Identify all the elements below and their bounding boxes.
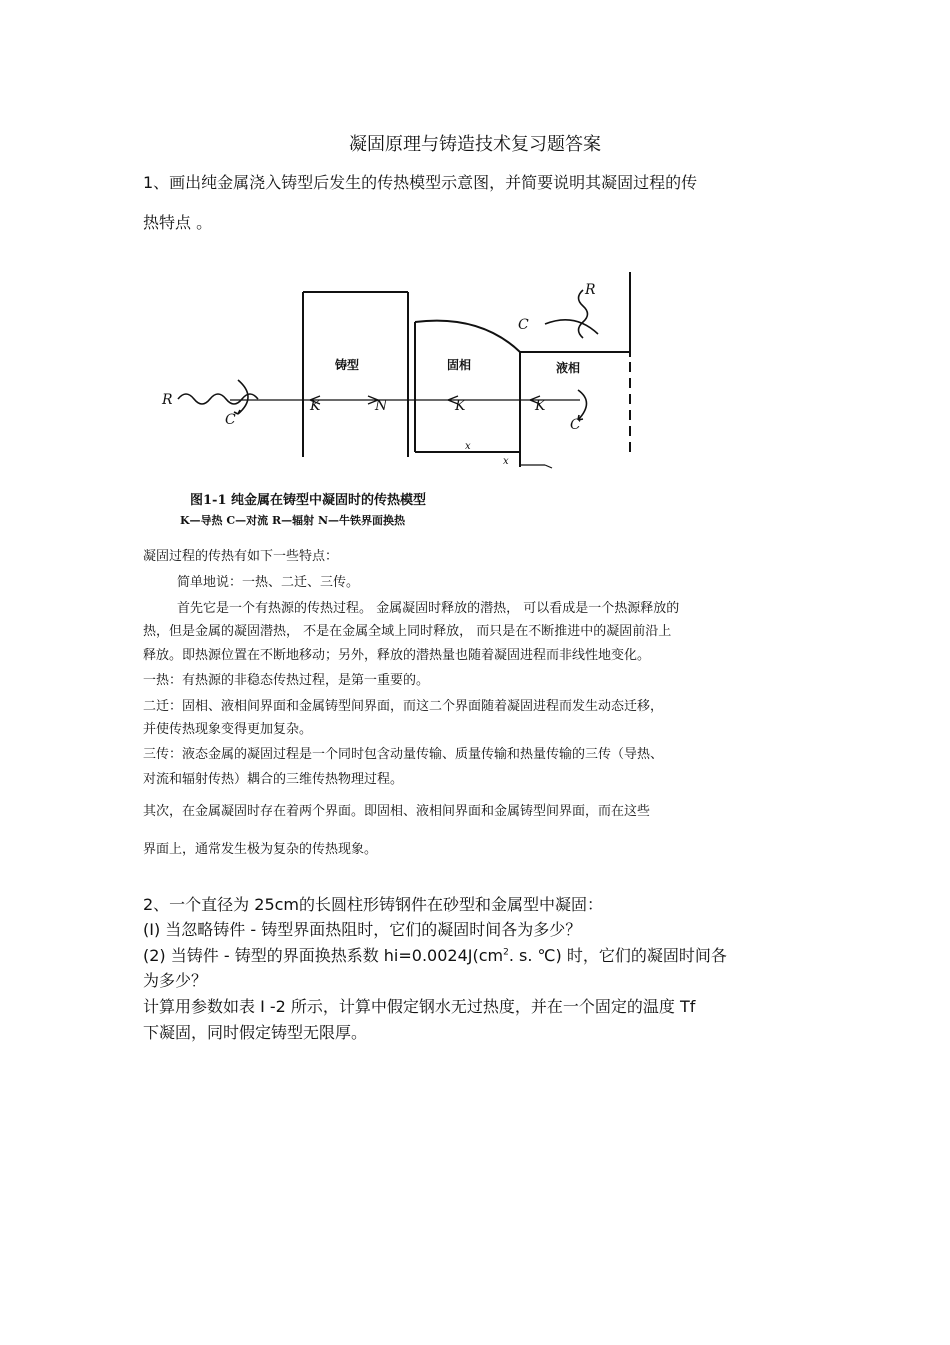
answer-erqian-line-1: 二迁：固相、液相间界面和金属铸型间界面，而这二个界面随着凝固进程而发生动态迁移， bbox=[143, 699, 664, 714]
label-N: N bbox=[375, 398, 388, 414]
radiation-wave-left bbox=[178, 394, 258, 404]
answer-p1-line-3: 释放。即热源位置在不断地移动；另外，释放的潜热量也随着凝固进程而非线性地变化。 bbox=[143, 648, 651, 663]
label-K-mold: K bbox=[310, 398, 321, 414]
answer-yire: 一热：有热源的非稳态传热过程，是第一重要的。 bbox=[143, 673, 430, 688]
answer-intro: 凝固过程的传热有如下一些特点： bbox=[143, 549, 339, 564]
label-x-front: x bbox=[503, 456, 509, 467]
label-C-top: C bbox=[518, 317, 529, 333]
question-2-line-6: 下凝固，同时假定铸型无限厚。 bbox=[143, 1023, 368, 1042]
answer-p1-line-2: 热，但是金属的凝固潜热， 不是在金属全域上同时释放， 而只是在不断推进中的凝固前沿上 bbox=[143, 624, 672, 639]
label-C-left: C bbox=[225, 412, 236, 428]
answer-p1-line-1: 首先它是一个有热源的传热过程。 金属凝固时释放的潜热， 可以看成是一个热源释放的 bbox=[177, 601, 680, 616]
question-1-line-1: 1、画出纯金属浇入铸型后发生的传热模型示意图，并简要说明其凝固过程的传 bbox=[143, 173, 698, 192]
label-x-solid: x bbox=[465, 441, 471, 452]
question-2-line-5: 计算用参数如表 I -2 所示，计算中假定钢水无过热度，并在一个固定的温度 Tf bbox=[143, 997, 696, 1016]
label-K-liquid: K bbox=[535, 398, 546, 414]
question-2-line-1: 2、一个直径为 25cm的长圆柱形铸钢件在砂型和金属型中凝固： bbox=[143, 895, 604, 914]
answer-p2-line-1: 其次，在金属凝固时存在着两个界面。即固相、液相间界面和金属铸型间界面，而在这些 bbox=[143, 804, 651, 819]
answer-sanchuan-line-2: 对流和辐射传热）耦合的三维传热物理过程。 bbox=[143, 772, 404, 787]
label-R-right: R bbox=[585, 282, 596, 298]
answer-p2-line-2: 界面上，通常发生极为复杂的传热现象。 bbox=[143, 842, 378, 857]
question-2-line-3b: . s. ℃) 时，它们的凝固时间各 bbox=[508, 946, 727, 965]
figure-caption: 图1-1 纯金属在铸型中凝固时的传热模型 bbox=[190, 493, 427, 508]
label-K-solid: K bbox=[455, 398, 466, 414]
question-2-line-4: 为多少？ bbox=[143, 971, 208, 990]
figure-legend: K—导热 C—对流 R—辐射 N—牛铁界面换热 bbox=[180, 514, 405, 527]
label-mold: 铸型 bbox=[335, 358, 360, 372]
question-2-line-2: (I) 当忽略铸件 - 铸型界面热阻时，它们的凝固时间各为多少？ bbox=[143, 920, 582, 939]
label-C-right: C bbox=[570, 417, 581, 433]
label-R-left: R bbox=[162, 392, 173, 408]
question-2-line-3a: (2) 当铸件 - 铸型的界面换热系数 hi=0.0024J(cm bbox=[143, 946, 504, 965]
label-liquid: 液相 bbox=[556, 361, 581, 375]
superscript-2: 2 bbox=[503, 947, 509, 958]
page-title: 凝固原理与铸造技术复习题答案 bbox=[349, 134, 601, 155]
answer-sanchuan-line-1: 三传：液态金属的凝固过程是一个同时包含动量传输、质量传输和热量传输的三传（导热、 bbox=[143, 747, 664, 762]
solid-curved-top bbox=[415, 321, 520, 352]
question-1-line-2: 热特点 。 bbox=[143, 213, 213, 232]
answer-erqian-line-2: 并使传热现象变得更加复杂。 bbox=[143, 722, 313, 737]
question-2-line-3 bbox=[143, 943, 727, 966]
convection-arc-right-top bbox=[545, 320, 598, 334]
heat-transfer-figure bbox=[150, 262, 650, 532]
answer-simple: 简单地说：一热、二迁、三传。 bbox=[177, 575, 360, 590]
label-solid: 固相 bbox=[447, 358, 472, 372]
